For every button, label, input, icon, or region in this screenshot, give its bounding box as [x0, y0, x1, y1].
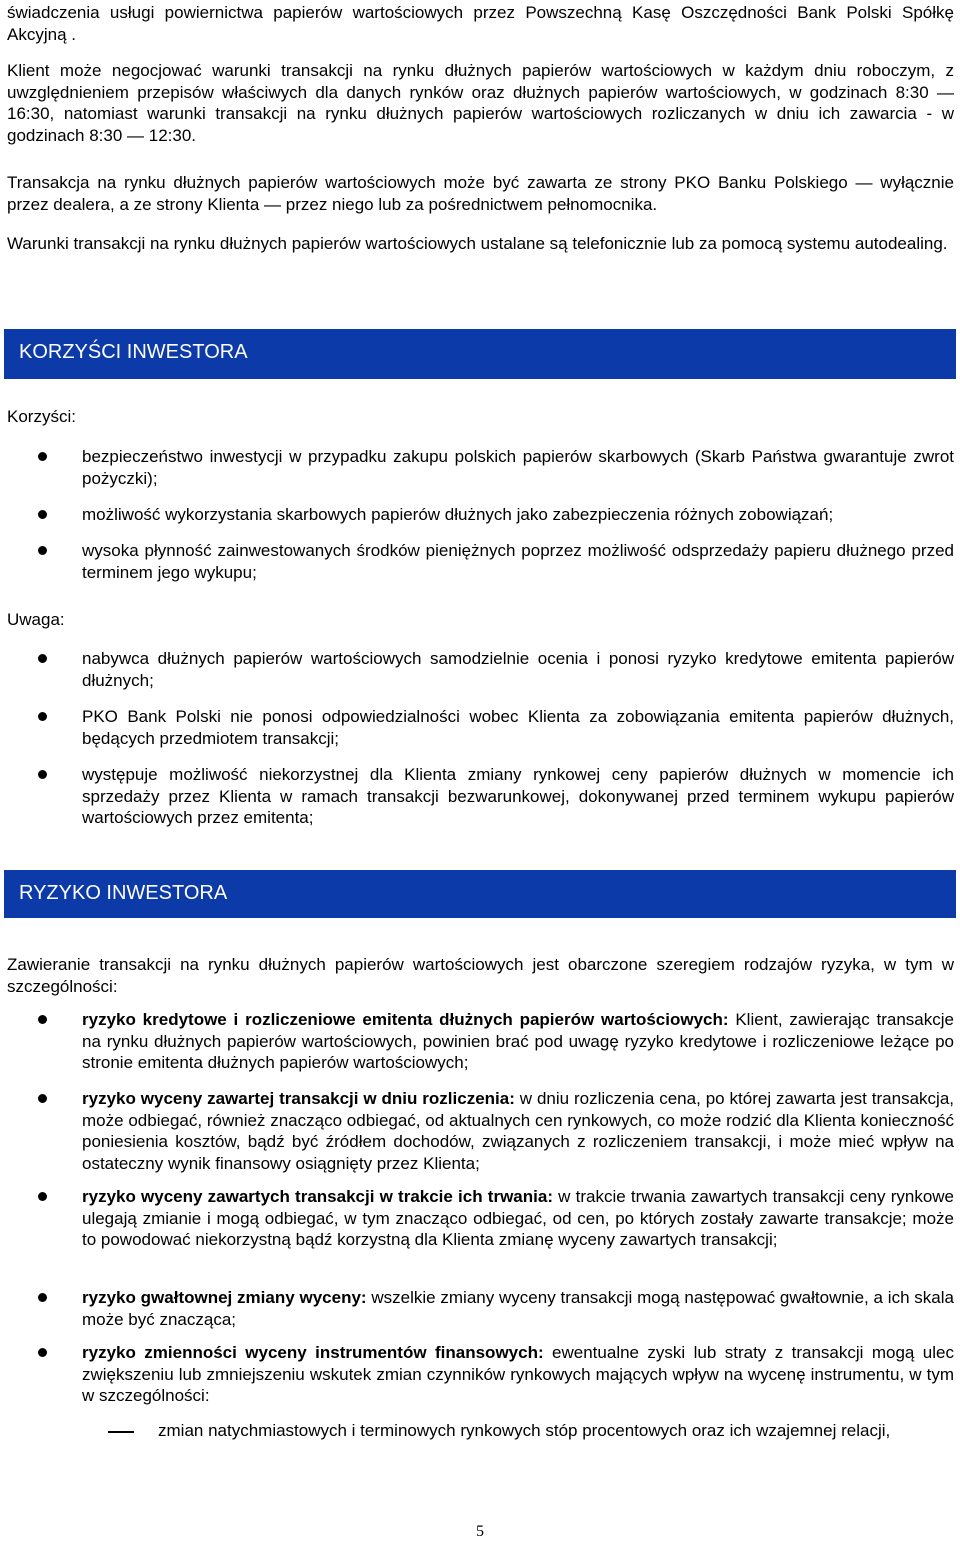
risk-subitem: zmian natychmiastowych i terminowych rynkowych stóp procentowych oraz ich wzajemnej relacji, — [158, 1421, 891, 1440]
risk-item — [82, 1186, 954, 1251]
risk-title: ryzyko zmienności wyceny instrumentów finansowych: — [82, 1343, 544, 1362]
bullet-icon — [38, 1293, 47, 1302]
note-item: występuje możliwość niekorzystnej dla Klienta zmiany rynkowej ceny papierów dłużnych w momencie ich sprzedaży przez Klienta w ramach transakcji bezwarunkowej, dokonywanej przed terminem wykupu papierów wartościowych przez emitenta; — [82, 765, 954, 828]
risk-title: ryzyko kredytowe i rozliczeniowe emitenta dłużnych papierów wartościowych: — [82, 1010, 729, 1029]
risk-text: w dniu rozliczenia cena, po której zawarta jest transakcja, może odbiegać, również znacząco odbiegać, od aktualnych cen rynkowych, co może rodzić dla Klienta konieczność poniesienia kosztów, bądź być źródłem dochodów, związanych z rozliczeniem transakcji, i może mieć wpływ na ostateczny wynik finansowy osiągnięty przez Klienta; — [82, 1089, 955, 1173]
note-label: Uwaga: — [7, 610, 65, 629]
benefit-item: możliwość wykorzystania skarbowych papierów dłużnych jako zabezpieczenia różnych zobowiązań; — [82, 505, 834, 524]
risk-title: ryzyko gwałtownej zmiany wyceny: — [82, 1288, 367, 1307]
risk-text: wszelkie zmiany wyceny transakcji mogą następować gwałtownie, a ich skala może być znacząca; — [82, 1288, 954, 1329]
bullet-icon — [38, 546, 47, 555]
section-heading-benefits: KORZYŚCI INWESTORA — [4, 329, 956, 379]
paragraph-phone: Warunki transakcji na rynku dłużnych papierów wartościowych ustalane są telefonicznie lub za pomocą systemu autodealing. — [7, 234, 948, 253]
risks-intro: Zawieranie transakcji na rynku dłużnych papierów wartościowych jest obarczone szeregiem rodzajów ryzyka, w tym w szczególności: — [7, 955, 954, 996]
benefit-item: wysoka płynność zainwestowanych środków pieniężnych poprzez możliwość odsprzedaży papieru dłużnego przed terminem jego wykupu; — [82, 541, 954, 582]
benefit-item: bezpieczeństwo inwestycji w przypadku zakupu polskich papierów skarbowych (Skarb Państwa gwarantuje zwrot pożyczki); — [82, 447, 954, 488]
bullet-icon — [38, 1094, 47, 1103]
bullet-icon — [38, 770, 47, 779]
note-item: PKO Bank Polski nie ponosi odpowiedzialności wobec Klienta za zobowiązania emitenta papierów dłużnych, będących przedmiotem transakcji; — [82, 707, 954, 748]
paragraph-negotiation: Klient może negocjować warunki transakcji na rynku dłużnych papierów wartościowych w każdym dniu roboczym, z uwzględnieniem przepisów właściwych dla danych rynków oraz dłużnych papierów wartościowych, w godzinach 8:30 — 16:30, natomiast warunki transakcji na rynku dłużnych papierów wartościowych rozliczanych w dniu ich zawarcia - w godzinach 8:30 — 12:30. — [7, 61, 954, 145]
bullet-icon — [38, 712, 47, 721]
bullet-icon — [38, 1348, 47, 1357]
risk-item — [82, 1287, 954, 1330]
benefits-label: Korzyści: — [7, 407, 76, 426]
bullet-icon — [38, 1192, 47, 1201]
bullet-icon — [38, 510, 47, 519]
paragraph-intro-tail: świadczenia usługi powiernictwa papierów wartościowych przez Powszechną Kasę Oszczędności Bank Polski Spółkę Akcyjną . — [7, 3, 954, 44]
risk-item — [82, 1088, 954, 1174]
risk-text: Klient, zawierając transakcje na rynku dłużnych papierów wartościowych, powinien brać pod uwagę ryzyko kredytowe i rozliczeniowe leżące po stronie emitenta dłużnych papierów wartościowych; — [82, 1010, 954, 1073]
risk-text: w trakcie trwania zawartych transakcji ceny rynkowe ulegają zmianie i mogą odbiegać, w tym znacząco odbiegać, od cen, po których zostały zawarte transakcje; może to powodować niekorzystną bądź korzystną dla Klienta zmianę wyceny zawartych transakcji; — [82, 1187, 954, 1250]
risk-item — [82, 1009, 954, 1074]
dash-icon — [108, 1431, 134, 1433]
section-heading-risks: RYZYKO INWESTORA — [4, 870, 956, 918]
risk-text: ewentualne zyski lub straty z transakcji mogą ulec zwiększeniu lub zmniejszeniu wskutek zmian czynników rynkowych mających wpływ na wycenę instrumentu, w tym w szczególności: — [82, 1343, 954, 1406]
bullet-icon — [38, 1015, 47, 1024]
risk-title: ryzyko wyceny zawartych transakcji w trakcie ich trwania: — [82, 1187, 553, 1206]
bullet-icon — [38, 452, 47, 461]
risk-title: ryzyko wyceny zawartej transakcji w dniu rozliczenia: — [82, 1089, 515, 1108]
bullet-icon — [38, 654, 47, 663]
risk-item — [82, 1342, 954, 1407]
paragraph-dealer: Transakcja na rynku dłużnych papierów wartościowych może być zawarta ze strony PKO Banku Polskiego — wyłącznie przez dealera, a ze strony Klienta — przez niego lub za pośrednictwem pełnomocnika. — [7, 173, 954, 214]
note-item: nabywca dłużnych papierów wartościowych samodzielnie ocenia i ponosi ryzyko kredytowe emitenta papierów dłużnych; — [82, 649, 954, 690]
page-number: 5 — [476, 1523, 484, 1540]
